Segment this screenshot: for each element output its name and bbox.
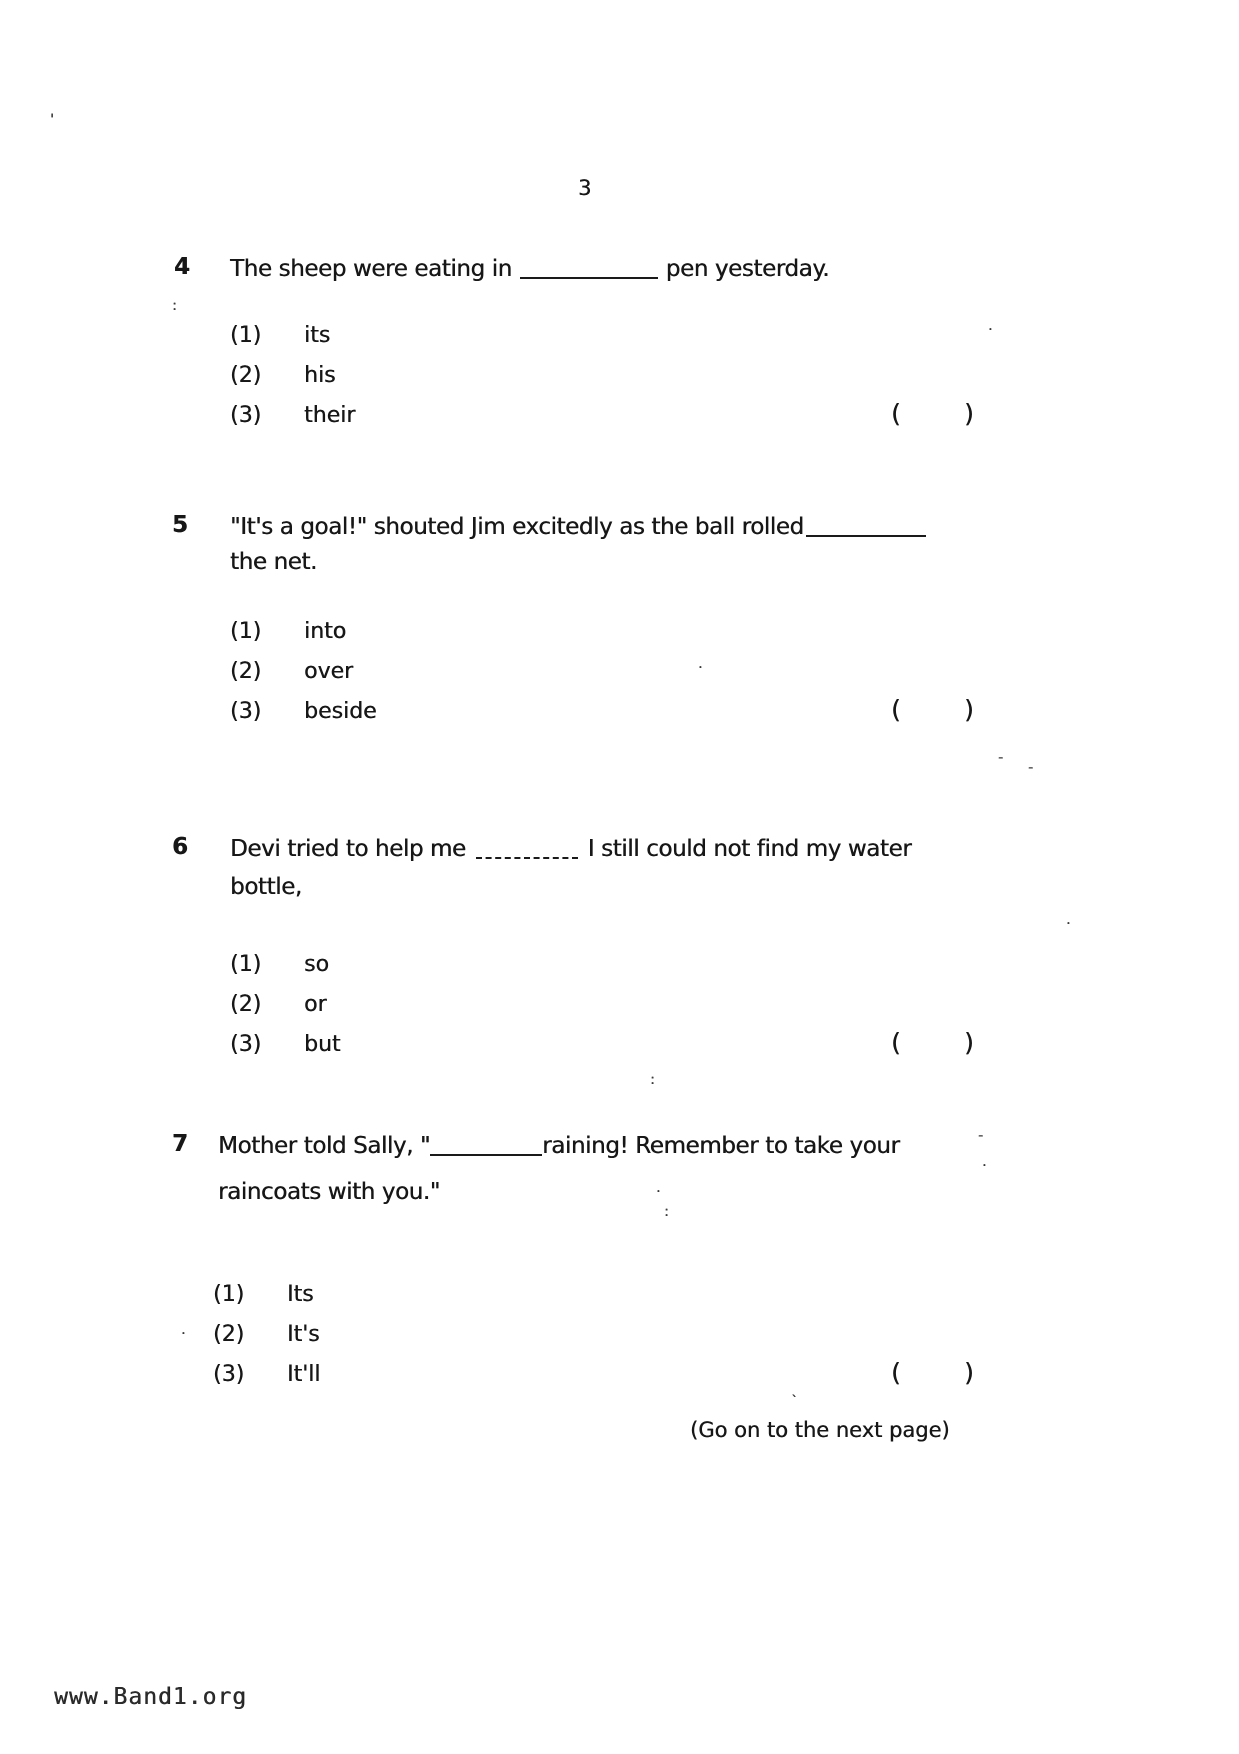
option-text: its <box>304 323 331 348</box>
question-text-line2: bottle, <box>230 874 302 900</box>
option-row <box>213 1362 320 1387</box>
scan-artifact: : <box>664 1204 669 1220</box>
option-label: (2) <box>213 1322 245 1347</box>
question-text-post: I still could not find my water <box>587 836 912 862</box>
question-text <box>218 1131 900 1159</box>
question-text-pre: "It's a goal!" shouted Jim excitedly as the ball rolled <box>230 514 804 540</box>
answer-blank-line <box>430 1131 542 1156</box>
answer-bracket-close: ) <box>964 695 974 724</box>
option-row <box>230 323 330 348</box>
watermark: www.Band1.org <box>54 1684 248 1710</box>
option-row <box>230 659 353 684</box>
question-text-line2: raincoats with you." <box>218 1179 440 1205</box>
option-text: beside <box>304 699 377 724</box>
question-number: 4 <box>174 254 191 280</box>
option-text: or <box>304 992 327 1017</box>
question-text <box>230 254 829 282</box>
option-text: into <box>304 619 347 644</box>
question-text <box>230 834 911 862</box>
scan-artifact: . <box>698 656 703 672</box>
option-label: (3) <box>213 1362 245 1387</box>
answer-blank-line <box>476 834 578 859</box>
option-row <box>230 992 327 1017</box>
question-text-post: raining! Remember to take your <box>542 1133 900 1159</box>
option-label: (1) <box>230 952 262 977</box>
scan-artifact: - <box>998 750 1004 766</box>
option-label: (2) <box>230 992 262 1017</box>
scan-artifact: : <box>650 1072 655 1088</box>
option-label: (2) <box>230 363 262 388</box>
option-row <box>230 403 355 428</box>
option-text: It'll <box>287 1362 321 1387</box>
option-text: his <box>304 363 336 388</box>
answer-bracket-open: ( <box>891 695 901 724</box>
option-text: over <box>304 659 354 684</box>
option-row <box>213 1282 314 1307</box>
scan-artifact: . <box>982 1154 987 1170</box>
answer-blank-line <box>806 512 926 537</box>
option-row <box>230 1032 341 1057</box>
continue-note: (Go on to the next page) <box>690 1418 950 1442</box>
question-text-pre: Devi tried to help me <box>230 836 466 862</box>
question-text-pre: The sheep were eating in <box>230 256 512 282</box>
scan-artifact: . <box>1066 912 1071 928</box>
option-text: but <box>304 1032 341 1057</box>
option-row <box>213 1322 320 1347</box>
answer-bracket-open: ( <box>891 1358 901 1387</box>
scan-artifact: ` <box>791 1394 798 1410</box>
answer-bracket-open: ( <box>891 1028 901 1057</box>
option-row <box>230 952 329 977</box>
question-text-line2: the net. <box>230 549 317 575</box>
question-number: 6 <box>172 834 189 860</box>
scan-artifact: : <box>172 298 177 314</box>
option-row <box>230 619 346 644</box>
scan-artifact: . <box>181 1322 186 1338</box>
option-label: (3) <box>230 403 262 428</box>
option-text: It's <box>287 1322 320 1347</box>
option-label: (3) <box>230 699 262 724</box>
option-row <box>230 699 377 724</box>
answer-blank-line <box>520 254 658 279</box>
answer-bracket-close: ) <box>964 1358 974 1387</box>
answer-bracket-close: ) <box>964 1028 974 1057</box>
answer-bracket-open: ( <box>891 399 901 428</box>
question-text <box>230 512 926 540</box>
question-text-post: pen yesterday. <box>665 256 830 282</box>
option-text: so <box>304 952 329 977</box>
option-row <box>230 363 336 388</box>
option-label: (3) <box>230 1032 262 1057</box>
scan-artifact: . <box>656 1180 661 1196</box>
scan-artifact: - <box>1028 760 1034 776</box>
option-label: (2) <box>230 659 262 684</box>
scan-artifact: . <box>988 318 993 334</box>
answer-bracket-close: ) <box>964 399 974 428</box>
option-label: (1) <box>230 619 262 644</box>
scan-artifact: - <box>978 1128 984 1144</box>
question-number: 5 <box>172 512 189 538</box>
question-number: 7 <box>172 1131 189 1157</box>
option-text: their <box>304 403 356 428</box>
option-label: (1) <box>213 1282 245 1307</box>
page-number: 3 <box>578 176 592 200</box>
option-label: (1) <box>230 323 262 348</box>
option-text: Its <box>287 1282 314 1307</box>
question-text-pre: Mother told Sally, " <box>218 1133 431 1159</box>
scan-artifact: ' <box>50 112 54 128</box>
